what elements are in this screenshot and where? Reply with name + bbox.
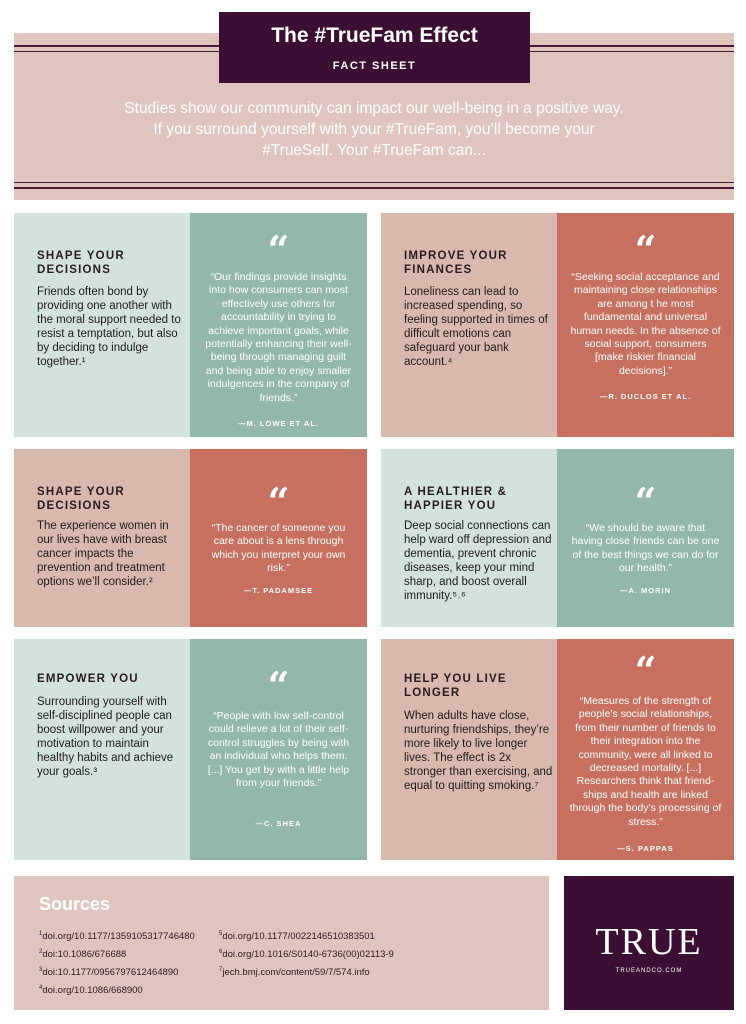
quote-panel (557, 449, 734, 627)
quote-text: “We should be aware that having close friends can be one of the best things we can do for our health.” (571, 522, 720, 575)
fact-heading: HELP YOU LIVE LONGER (404, 673, 507, 699)
source-item[interactable]: $^1$doi.org/10.1177/1359105317746480 (39, 931, 195, 943)
fact-body: Surrounding yourself with self-disciplined people can boost willpower and your motivation to maintain healthy habits and achieve your goals.³ (37, 696, 174, 778)
quote-attribution: —S. PAPPAS (617, 844, 674, 853)
sources-column (39, 925, 195, 997)
quote-attribution: —R. DUCLOS ET AL. (599, 392, 692, 401)
quote-panel (190, 639, 367, 860)
fact-heading: SHAPE YOUR DECISIONS (37, 250, 125, 276)
page-title: The #TrueFam Effect (271, 24, 478, 47)
source-item[interactable]: $^2$doi:10.1086/676688 (39, 949, 127, 961)
quote-icon: “ (267, 227, 290, 272)
fact-body: Loneliness can lead to increased spending, so feeling supported in times of difficult emotions can safeguard your bank account.⁴ (404, 286, 548, 368)
sources-panel (14, 876, 549, 1010)
fact-body: The experience women in our lives have with breast cancer impacts the prevention and treatment options we’ll consider.² (37, 520, 169, 588)
fact-panel (381, 639, 557, 860)
quote-attribution: —T. PADAMSEE (243, 586, 314, 595)
quote-attribution: —M. LOWE ET AL. (238, 419, 319, 428)
fact-card (14, 449, 367, 627)
fact-card (381, 449, 734, 627)
quote-panel (557, 213, 734, 437)
quote-icon: “ (634, 227, 657, 272)
quote-icon: “ (634, 479, 657, 524)
quote-attribution: —C. SHEA (255, 819, 302, 828)
quote-text: “The cancer of someone you care about is a lens through which you interpret your own risk.” (211, 522, 346, 575)
source-item[interactable]: $^4$doi.org/10.1086/668900 (39, 985, 143, 997)
quote-icon: “ (267, 663, 290, 708)
source-item[interactable]: $^7$jech.bmj.com/content/59/7/574.info (219, 967, 370, 979)
fact-panel (14, 639, 190, 860)
fact-heading: IMPROVE YOUR FINANCES (404, 250, 508, 276)
fact-panel (14, 449, 190, 627)
quote-attribution: —A. MORIN (619, 586, 672, 595)
fact-card (381, 639, 734, 860)
fact-heading: SHAPE YOUR DECISIONS (37, 486, 125, 512)
fact-heading: EMPOWER YOU (37, 673, 139, 685)
sources-column (219, 925, 394, 979)
logo-wordmark: TRUE (595, 921, 703, 963)
divider (14, 187, 734, 189)
quote-panel (190, 213, 367, 437)
quote-text: “People with low self-control could relieve a lot of their self-control struggles by being with an individual who helps them. [...] You get by with a little help from your friends.” (207, 710, 350, 790)
fact-card (14, 639, 367, 860)
quote-panel (190, 449, 367, 627)
source-item[interactable]: $^3$doi:10.1177/0956797612464890 (39, 967, 179, 979)
logo-url: TRUEANDCO.COM (615, 968, 683, 974)
title-box (219, 12, 530, 83)
fact-panel (381, 449, 557, 627)
fact-card (14, 213, 367, 437)
fact-body: Deep social connections can help ward off depression and dementia, prevent chronic diseases, keep your mind sharp, and boost overall immunity.⁵˒⁶ (404, 520, 552, 602)
quote-icon: “ (267, 479, 290, 524)
source-item[interactable]: $^6$doi.org/10.1016/S0140-6736(00)02113-9 (219, 949, 394, 961)
intro-text: Studies show our community can impact our well-being in a positive way. If you surround yourself with your #TrueFam, you’ll become your #TrueSelf. Your #TrueFam can... (124, 100, 624, 159)
fact-body: Friends often bond by providing one another with the moral support needed to resist a temptation, but also by deciding to indulge together.¹ (37, 286, 181, 368)
page-subtitle: FACT SHEET (332, 60, 417, 72)
divider (14, 182, 734, 183)
quote-text: “Seeking social acceptance and maintaining close relationships are among t he most fundamental and universal human needs. In the absence of social support, consumers [make riskier financial decisions].” (570, 271, 721, 377)
fact-panel (14, 213, 190, 437)
quote-icon: “ (634, 648, 657, 693)
brand-logo[interactable] (564, 876, 734, 1010)
quote-text: “Measures of the strength of people’s social relationships, from their number of friends to their integration into the community, were all linked to decreased mortality. [...] Researchers think that friend-ships and health are linked through the body’s processing of stress.” (569, 695, 722, 828)
source-item[interactable]: $^5$doi.org/10.1177/0022146510383501 (219, 931, 375, 943)
quote-text: “Our findings provide insights into how consumers can most effectively use others for accountability in trying to achieve important goals, while potentially enhancing their well-being through managing guilt and being able to enjoy smaller indulgences in the company of friends.” (205, 271, 352, 404)
fact-heading: A HEALTHIER & HAPPIER YOU (404, 486, 508, 512)
fact-panel (381, 213, 557, 437)
quote-panel (557, 639, 734, 860)
fact-card (381, 213, 734, 437)
sources-title: Sources (39, 894, 111, 914)
fact-body: When adults have close, nurturing friendships, they’re more likely to live longer lives. The effect is 2x stronger than exercising, and equal to quitting smoking.⁷ (404, 710, 553, 792)
